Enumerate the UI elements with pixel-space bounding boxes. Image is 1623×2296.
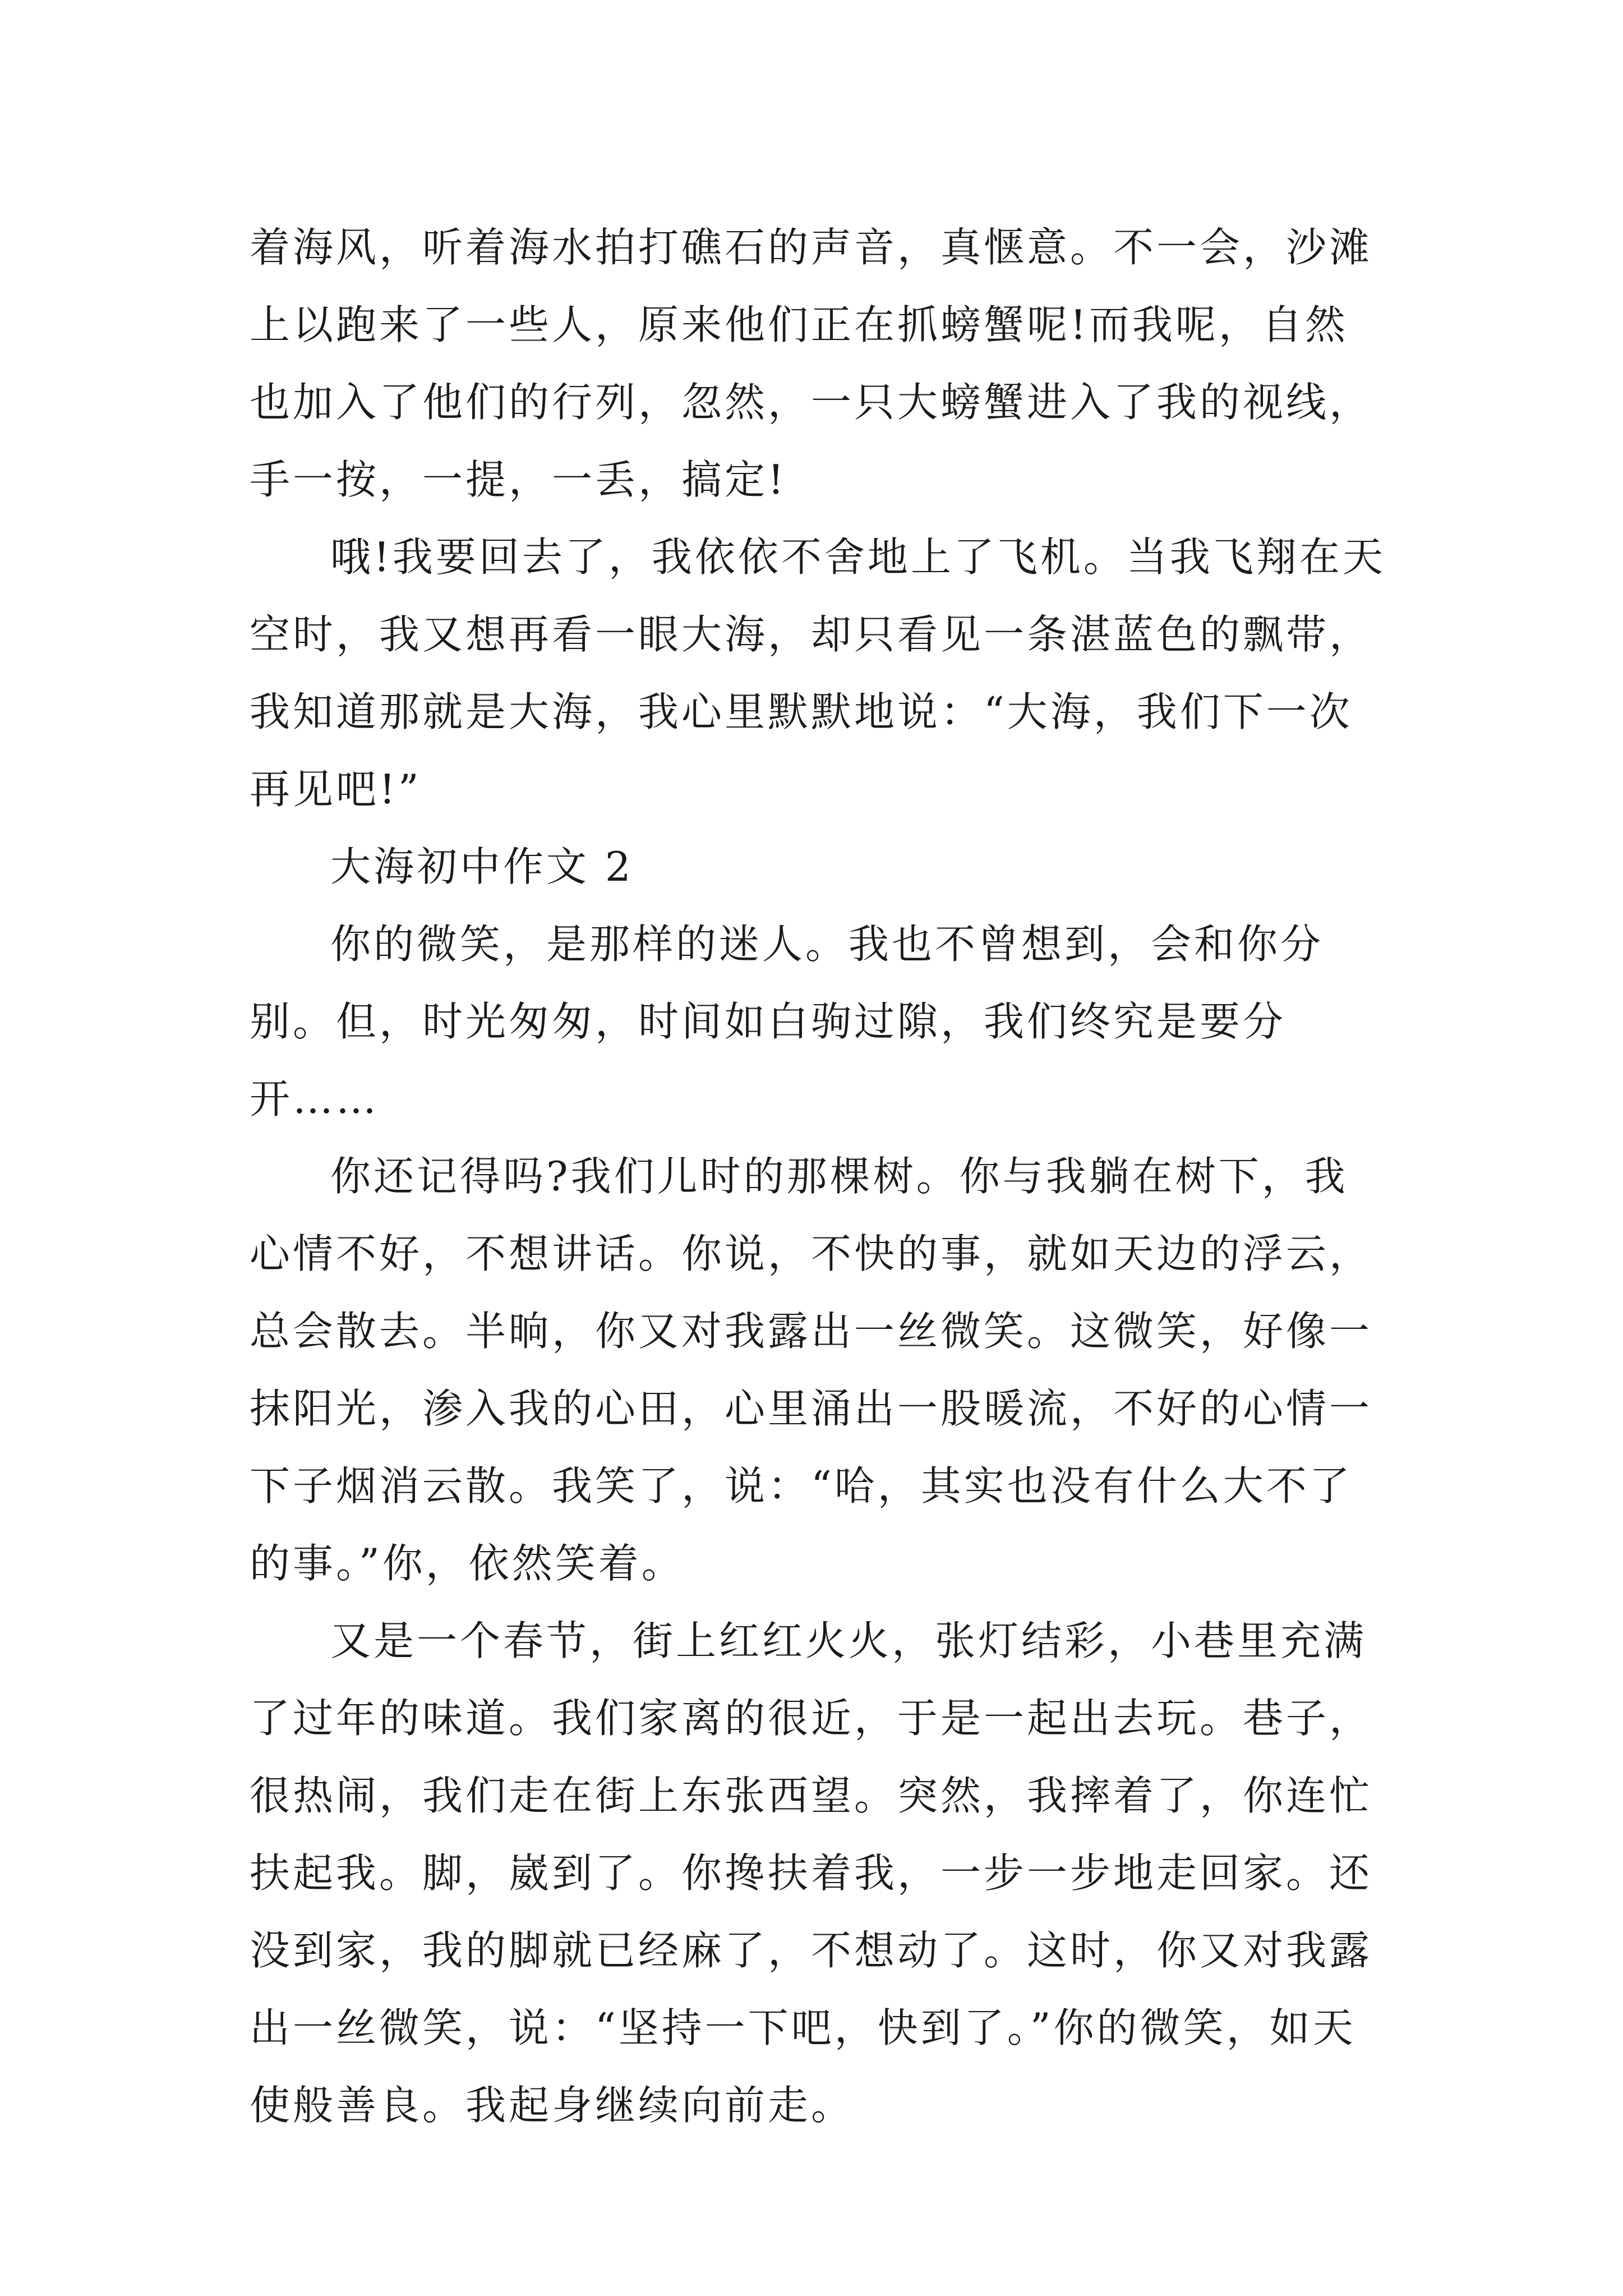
paragraph-1: 着海风，听着海水拍打礁石的声音，真惬意。不一会，沙滩上以跑来了一些人，原来他们正在抓螃蟹呢!而我呢，自然也加入了他们的行列，忽然，一只大螃蟹进入了我的视线，手一按，一提，一丢，搞定! xyxy=(250,224,1373,503)
paragraph-4: 你还记得吗?我们儿时的那棵树。你与我躺在树下，我心情不好，不想讲话。你说，不快的事，就如天边的浮云，总会散去。半晌，你又对我露出一丝微笑。这微笑，好像一抹阳光，渗入我的心田，心里涌出一股暖流，不好的心情一下子烟消云散。我笑了，说：“哈，其实也没有什么大不了的事。”你，依然笑着。 xyxy=(250,1153,1373,1587)
paragraph-3: 你的微笑，是那样的迷人。我也不曾想到，会和你分别。但，时光匆匆，时间如白驹过隙，我们终究是要分开…… xyxy=(250,921,1324,1122)
document-body xyxy=(250,209,1388,2144)
paragraph-5: 又是一个春节，街上红红火火，张灯结彩，小巷里充满了过年的味道。我们家离的很近，于是一起出去玩。巷子，很热闹，我们走在街上东张西望。突然，我摔着了，你连忙扶起我。脚，崴到了。你搀扶着我，一步一步地走回家。还没到家，我的脚就已经麻了，不想动了。这时，你又对我露出一丝微笑，说：“坚持一下吧，快到了。”你的微笑，如天使般善良。我起身继续向前走。 xyxy=(250,1617,1373,2129)
section-heading: 大海初中作文 2 xyxy=(330,843,634,890)
paragraph-2: 哦!我要回去了，我依依不舍地上了飞机。当我飞翔在天空时，我又想再看一眼大海，却只看见一条湛蓝色的飘带，我知道那就是大海，我心里默默地说：“大海，我们下一次再见吧!” xyxy=(250,533,1386,813)
